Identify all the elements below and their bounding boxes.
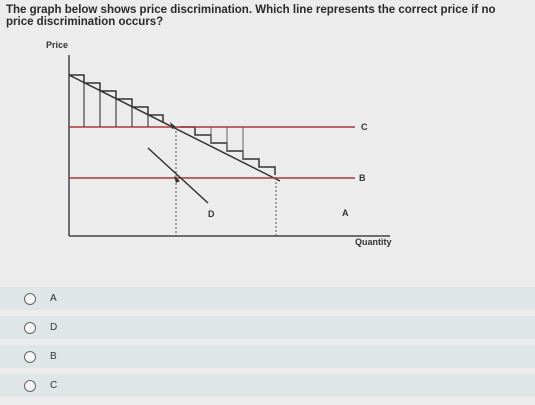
x-axis-label: Quantity [355,237,392,247]
radio-a[interactable] [24,293,36,305]
option-c[interactable] [0,374,535,397]
line-c-label: C [361,122,368,132]
line-a-label: A [342,208,349,218]
line-d-label: D [208,209,215,219]
answer-options [0,287,535,403]
option-a-label: A [50,293,57,304]
line-d [148,148,208,203]
y-axis-label: Price [46,40,69,50]
line-b-label: B [359,173,366,183]
option-c-label: C [50,380,58,391]
question-text: The graph below shows price discrimination. Which line represents the correct price if no price discrimination occurs? [6,4,496,28]
option-a[interactable] [0,287,535,310]
radio-c[interactable] [24,380,36,392]
upper-step-bars [84,83,148,127]
radio-b[interactable] [24,351,36,363]
option-b-label: B [50,351,57,362]
radio-d[interactable] [24,322,36,334]
option-d-label: D [50,322,58,333]
option-d[interactable] [0,316,535,339]
option-b[interactable] [0,345,535,368]
